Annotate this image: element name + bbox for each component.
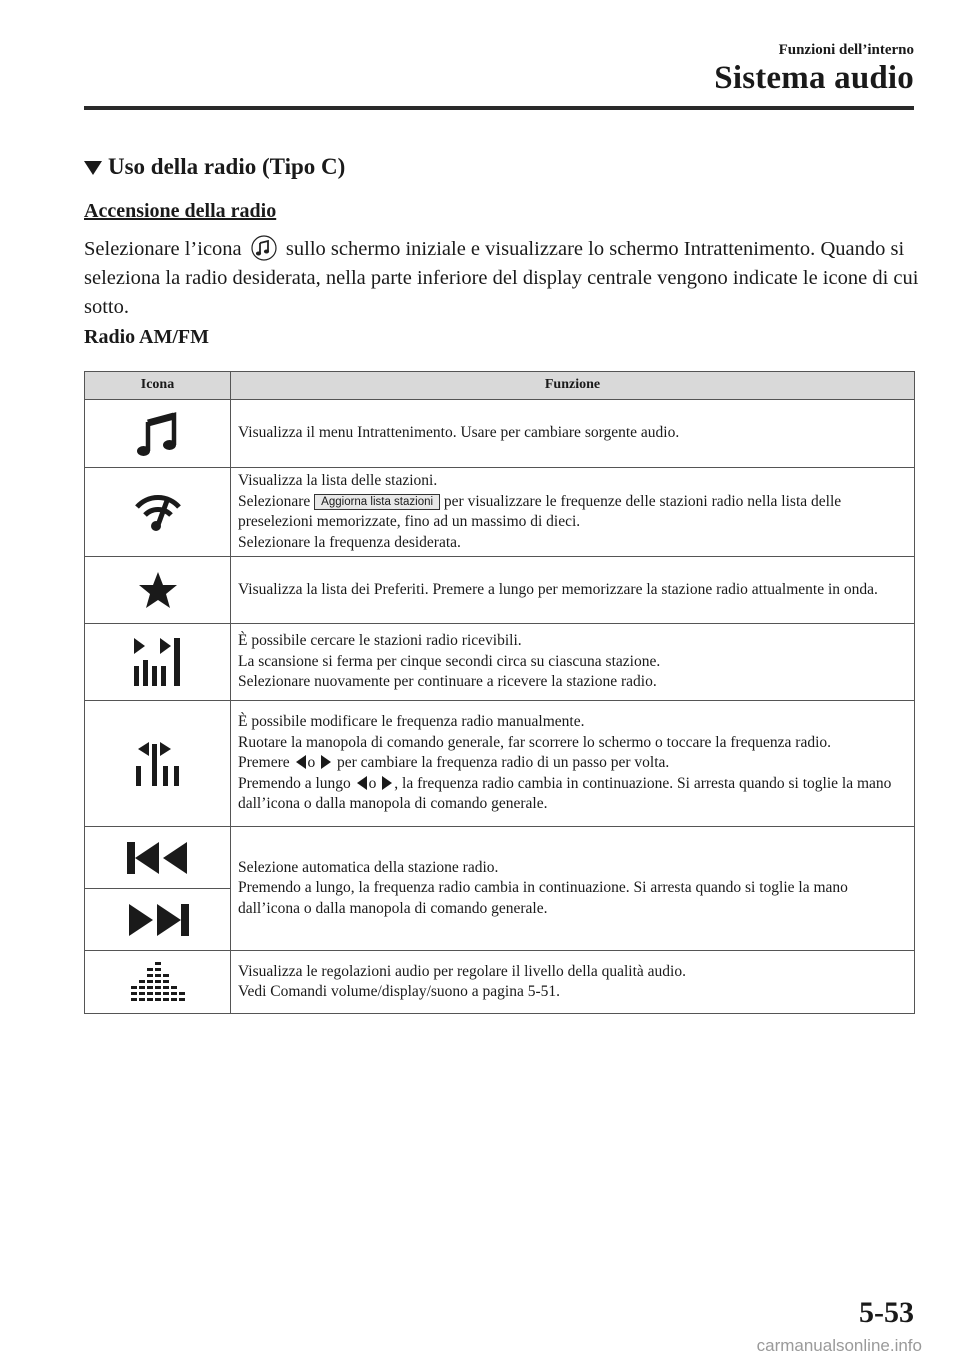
station-list-icon bbox=[132, 490, 184, 534]
col-header-function: Funzione bbox=[231, 372, 915, 400]
section-title-text: Uso della radio (Tipo C) bbox=[108, 154, 346, 179]
chapter-label: Funzioni dell’interno bbox=[778, 42, 914, 58]
manual-tune-icon bbox=[133, 740, 183, 788]
intro-paragraph bbox=[84, 235, 924, 322]
table-header-row bbox=[85, 372, 915, 400]
station-text-2a: Selezionare bbox=[238, 492, 311, 510]
scan-text-2: La scansione si ferma per cinque secondi circa su ciascuna stazione. bbox=[238, 652, 661, 670]
function-cell bbox=[231, 827, 915, 951]
function-table bbox=[84, 371, 915, 1014]
icon-cell bbox=[85, 624, 231, 701]
page-header-title: Sistema audio bbox=[714, 60, 914, 96]
left-arrow-icon bbox=[296, 755, 306, 769]
function-cell bbox=[231, 701, 915, 827]
header-rule bbox=[84, 106, 914, 110]
seek-back-icon bbox=[125, 840, 191, 876]
seek-text-1: Selezione automatica della stazione radio. bbox=[238, 858, 499, 876]
watermark: carmanualsonline.info bbox=[756, 1336, 922, 1355]
audio-settings-icon bbox=[128, 960, 188, 1004]
col-header-icon: Icona bbox=[85, 372, 231, 400]
scan-text-3: Selezionare nuovamente per continuare a ricevere la stazione radio. bbox=[238, 673, 657, 691]
table-row bbox=[85, 951, 915, 1014]
icon-cell bbox=[85, 557, 231, 624]
seek-text-2: Premendo a lungo, la frequenza radio cambia in continuazione. Si arresta quando si toglie la mano dall’icona o dalla manopola di comando generale. bbox=[238, 879, 848, 917]
triangle-marker-icon bbox=[84, 161, 102, 175]
station-text-1: Visualizza la lista delle stazioni. bbox=[238, 472, 438, 489]
page-number: 5-53 bbox=[859, 1296, 914, 1329]
manual-text-1: È possibile modificare le frequenza radio manualmente. bbox=[238, 713, 585, 731]
icon-cell bbox=[85, 889, 231, 951]
table-row bbox=[85, 827, 915, 889]
para-text-3: Quando si seleziona la radio desiderata, nella parte inferiore del display centrale vengono indicate le icone di cui sotto. bbox=[84, 238, 919, 318]
table-row bbox=[85, 624, 915, 701]
manual-text-4o: o bbox=[368, 774, 377, 792]
function-cell bbox=[231, 468, 915, 557]
radio-am-fm-title: Radio AM/FM bbox=[84, 326, 209, 348]
manual-text-4a: Premendo a lungo bbox=[238, 774, 351, 792]
audio-text-2: Vedi Comandi volume/display/suono a pagina 5-51. bbox=[238, 983, 561, 1000]
manual-text-4b: , la frequenza radio cambia in continuazione. Si arresta quando si toglie la mano dall’icona o dalla manopola di comando generale. bbox=[238, 774, 892, 813]
icon-cell bbox=[85, 400, 231, 468]
scan-text-1: È possibile cercare le stazioni radio ricevibili. bbox=[238, 632, 522, 650]
icon-cell bbox=[85, 827, 231, 889]
table-row bbox=[85, 701, 915, 827]
table-row bbox=[85, 468, 915, 557]
table-row bbox=[85, 400, 915, 468]
right-arrow-icon bbox=[321, 755, 331, 769]
left-arrow-icon bbox=[357, 776, 367, 790]
music-note-circle-icon bbox=[251, 235, 277, 261]
table-row bbox=[85, 557, 915, 624]
icon-cell bbox=[85, 468, 231, 557]
music-note-icon bbox=[136, 410, 180, 458]
manual-text-3o: o bbox=[307, 754, 316, 772]
para-text-2: sullo schermo iniziale e visualizzare lo schermo Intrattenimento. bbox=[285, 238, 816, 260]
icon-cell bbox=[85, 701, 231, 827]
station-text-3: Selezionare la frequenza desiderata. bbox=[238, 533, 461, 551]
star-icon bbox=[138, 570, 178, 610]
right-arrow-icon bbox=[382, 776, 392, 790]
update-station-list-button[interactable]: Aggiorna lista stazioni bbox=[314, 494, 440, 510]
station-text-2b: per visualizzare le frequenze delle stazioni radio nella lista delle preselezioni memorizzate, fino ad un massimo di dieci. bbox=[238, 492, 842, 530]
manual-text-3a: Premere bbox=[238, 754, 290, 772]
manual-text-3b: per cambiare la frequenza radio di un passo per volta. bbox=[337, 754, 670, 772]
function-cell: Visualizza la lista dei Preferiti. Premere a lungo per memorizzare la stazione radio attualmente in onda. bbox=[231, 557, 915, 624]
subheading: Accensione della radio bbox=[84, 200, 277, 222]
scan-icon bbox=[130, 636, 186, 688]
section-title bbox=[84, 154, 345, 180]
seek-forward-icon bbox=[125, 902, 191, 938]
audio-text-1: Visualizza le regolazioni audio per regolare il livello della qualità audio. bbox=[238, 962, 686, 980]
function-cell bbox=[231, 951, 915, 1014]
icon-cell bbox=[85, 951, 231, 1014]
function-cell: Visualizza il menu Intrattenimento. Usare per cambiare sorgente audio. bbox=[231, 400, 915, 468]
para-text-1: Selezionare l’icona bbox=[84, 238, 242, 260]
manual-text-2: Ruotare la manopola di comando generale, far scorrere lo schermo o toccare la frequenza radio. bbox=[238, 733, 832, 751]
function-cell bbox=[231, 624, 915, 701]
